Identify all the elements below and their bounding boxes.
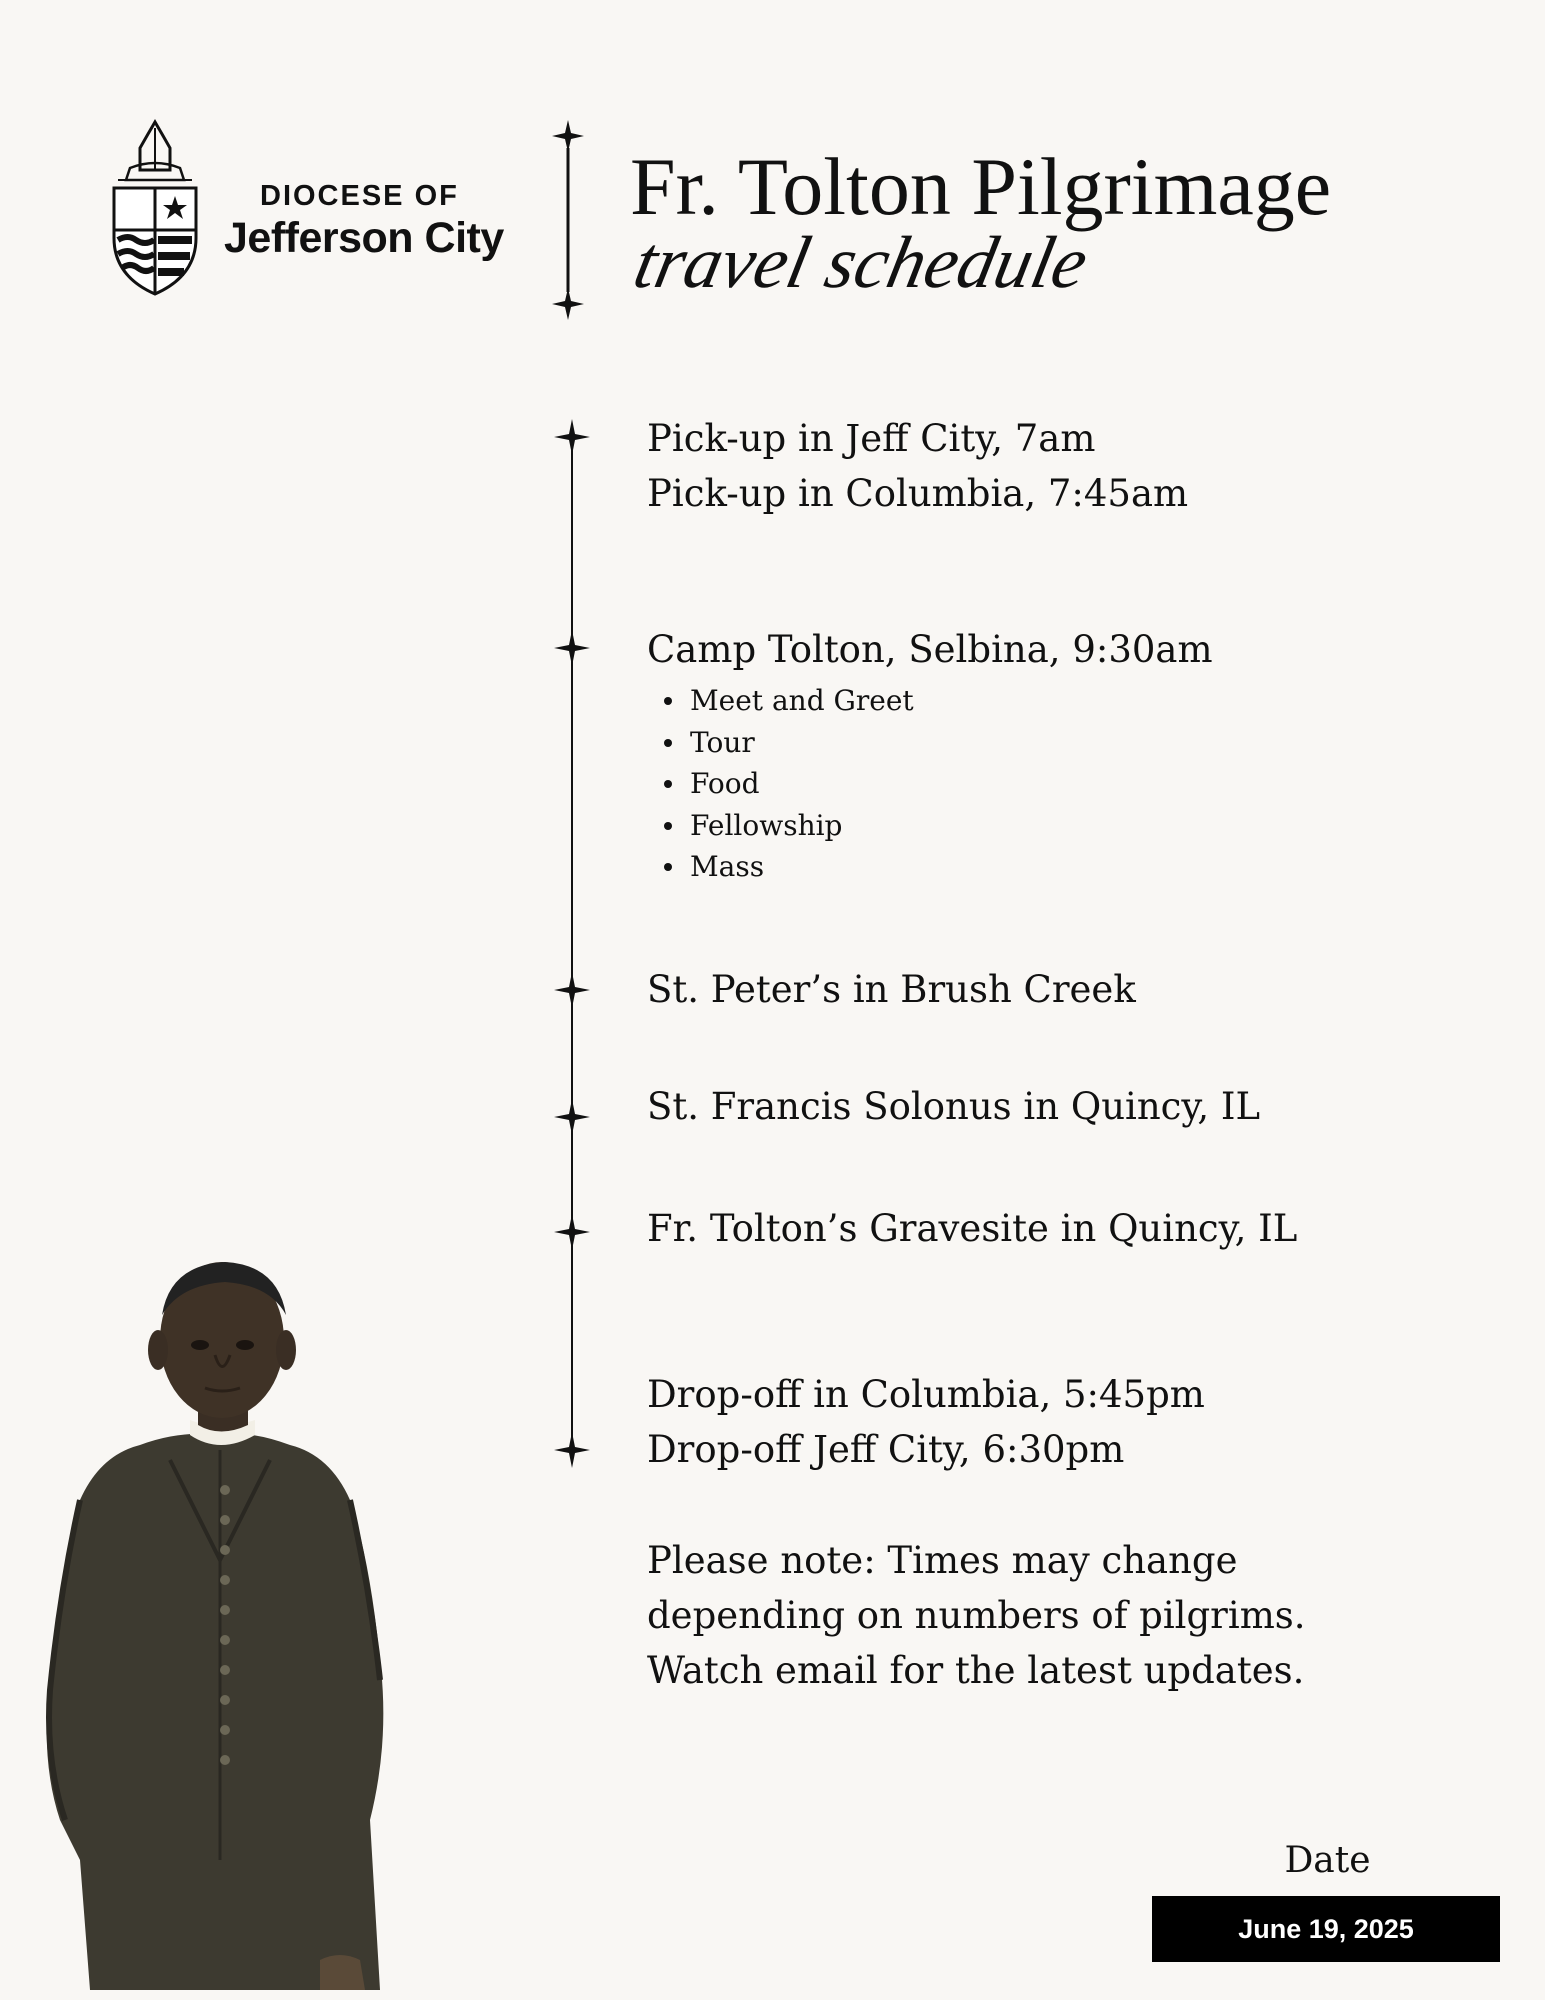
- timeline-star-icon: [554, 972, 590, 1008]
- timeline-star-icon: [554, 1099, 590, 1135]
- date-badge: [1152, 1896, 1500, 1962]
- stop-dropoff-jeff: Drop-off Jeff City, 6:30pm: [647, 1428, 1125, 1471]
- stop-dropoff-columbia: Drop-off in Columbia, 5:45pm: [647, 1373, 1205, 1416]
- timeline-line: [571, 435, 573, 1450]
- fr-tolton-portrait: [20, 1260, 460, 1990]
- list-item: Food: [690, 763, 914, 805]
- list-item: Mass: [690, 846, 914, 888]
- stop-st-peters: St. Peter’s in Brush Creek: [647, 968, 1136, 1011]
- timeline-star-icon: [554, 1432, 590, 1468]
- stop-gravesite: Fr. Tolton’s Gravesite in Quincy, IL: [647, 1207, 1298, 1250]
- activity-list: [690, 680, 914, 888]
- stop-camp-tolton: Camp Tolton, Selbina, 9:30am: [647, 628, 1213, 671]
- diocese-logo: [100, 118, 520, 298]
- page-subtitle: travel schedule: [627, 222, 1095, 304]
- page-title: Fr. Tolton Pilgrimage: [630, 141, 1332, 232]
- timeline-star-icon: [554, 630, 590, 666]
- timeline-star-icon: [554, 419, 590, 455]
- date-label: Date: [1284, 1840, 1371, 1881]
- schedule-note: Please note: Times may change depending on numbers of pilgrims. Watch email for the latest updates.: [647, 1539, 1306, 1692]
- list-item: Tour: [690, 722, 914, 764]
- timeline-star-icon: [554, 1214, 590, 1250]
- logo-line-1: DIOCESE OF: [260, 180, 459, 212]
- stop-pickup-columbia: Pick-up in Columbia, 7:45am: [647, 472, 1189, 515]
- list-item: Meet and Greet: [690, 680, 914, 722]
- header-divider: [548, 120, 588, 320]
- coat-of-arms-icon: [100, 118, 210, 298]
- list-item: Fellowship: [690, 805, 914, 847]
- stop-st-francis: St. Francis Solonus in Quincy, IL: [647, 1085, 1261, 1128]
- date-value: June 19, 2025: [1238, 1913, 1414, 1944]
- logo-line-2: Jefferson City: [224, 214, 504, 262]
- stop-pickup-jeff: Pick-up in Jeff City, 7am: [647, 417, 1096, 460]
